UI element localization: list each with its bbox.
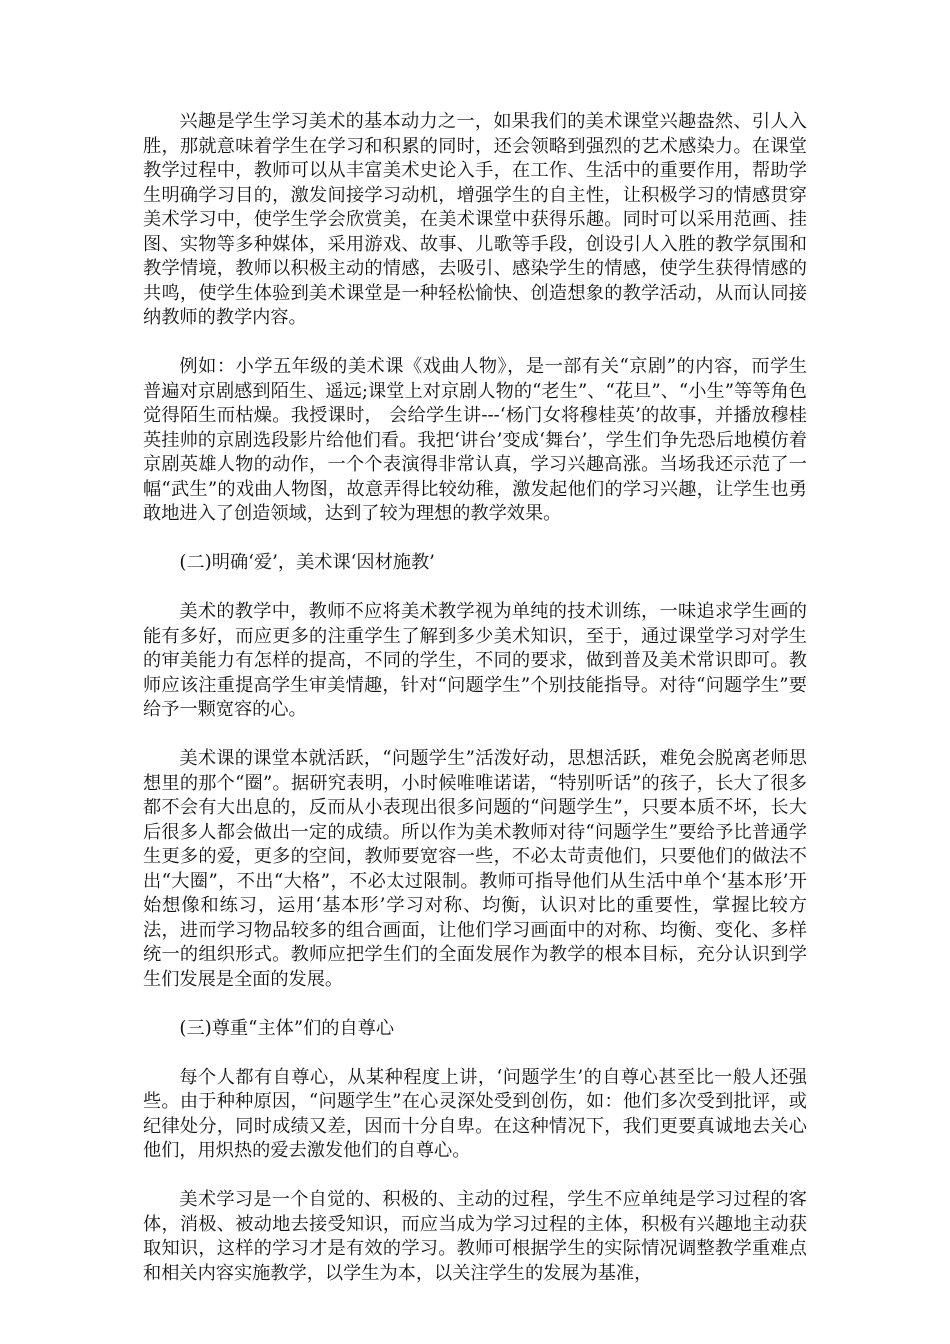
paragraph-self-esteem: 每个人都有自尊心，从某种程度上讲，‘问题学生’的自尊心甚至比一般人还强些。由于种种原因，“问题学生”在心灵深处受到创伤，如：他们多次受到批评，或纪律处分，同时成绩又差，因而十分自卑。在这种情况下，我们更要真诚地去关心他们，用炽热的爱去激发他们的自尊心。 [143,1066,807,1161]
paragraph-active-learning: 美术学习是一个自觉的、积极的、主动的过程，学生不应单纯是学习过程的客体，消极、被动地去接受知识，而应当成为学习过程的主体，积极有兴趣地主动获取知识，这样的学习才是有效的学习。教师可根据学生的实际情况调整教学重难点和相关内容实施教学，以学生为本，以关注学生的发展为基准， [143,1189,807,1284]
section-heading-2: (二)明确‘爱’，美术课‘因材施教’ [179,552,435,573]
paragraph-problem-students: 美术课的课堂本就活跃，“问题学生”活泼好动，思想活跃，难免会脱离老师思想里的那个“圈”。据研究表明，小时候唯唯诺诺，“特别听话”的孩子，长大了很多都不会有大出息的，反而从小表现出很多问题的“问题学生”，只要本质不坏，长大后很多人都会做出一定的成绩。所以作为美术教师对待“问题学生”要给予比普通学生更多的爱，更多的空间，教师要宽容一些，不必太苛责他们，只要他们的做法不出“大圈”，不出“大格”，不必太过限制。教师可指导他们从生活中单个‘基本形’开始想像和练习，运用‘基本形’学习对称、均衡，认识对比的重要性，掌握比较方法，进而学习物品较多的组合画面，让他们学习画面中的对称、均衡、变化、多样统一的组织形式。教师应把学生们的全面发展作为教学的根本目标，充分认识到学生们发展是全面的发展。 [143,748,807,990]
paragraph-teaching: 美术的教学中，教师不应将美术教学视为单纯的技术训练，一味追求学生画的能有多好，而应更多的注重学生了解到多少美术知识，至于，通过课堂学习对学生的审美能力有怎样的提高，不同的学生，不同的要求，做到普及美术常识即可。教师应该注重提高学生审美情趣，针对“问题学生”个别技能指导。对待“问题学生”要给予一颗宽容的心。 [143,601,807,720]
section-heading-3: (三)尊重“主体”们的自尊心 [179,1017,395,1039]
paragraph-example: 例如：小学五年级的美术课《戏曲人物》，是一部有关“京剧”的内容，而学生普遍对京剧感到陌生、遥远;课堂上对京剧人物的“老生”、“花旦”、“小生”等等角色觉得陌生而枯燥。我授课时， 会给学生讲---‘杨门女将穆桂英’的故事，并播放穆桂英挂帅的京剧选段影片给他们看。我把‘讲台’变成‘舞台’，学生们争先恐后地模仿着京剧英雄人物的动作，一个个表演得非常认真，学习兴趣高涨。当场我还示范了一幅“武生”的戏曲人物图，故意弄得比较幼稚，激发起他们的学习兴趣，让学生也勇敢地进入了创造领域，达到了较为理想的教学效果。 [143,356,807,524]
document-body [143,110,807,1311]
paragraph-interest: 兴趣是学生学习美术的基本动力之一，如果我们的美术课堂兴趣盎然、引人入胜，那就意味着学生在学习和积累的同时，还会领略到强烈的艺术感染力。在课堂教学过程中，教师可以从丰富美术史论入手，在工作、生活中的重要作用，帮助学生明确学习目的，激发间接学习动机，增强学生的自主性，让积极学习的情感贯穿美术学习中，使学生学会欣赏美，在美术课堂中获得乐趣。同时可以采用范画、挂图、实物等多种媒体，采用游戏、故事、儿歌等手段，创设引人入胜的教学氛围和教学情境，教师以积极主动的情感，去吸引、感染学生的情感，使学生获得情感的共鸣，使学生体验到美术课堂是一种轻松愉快、创造想象的教学活动，从而认同接纳教师的教学内容。 [143,111,807,328]
